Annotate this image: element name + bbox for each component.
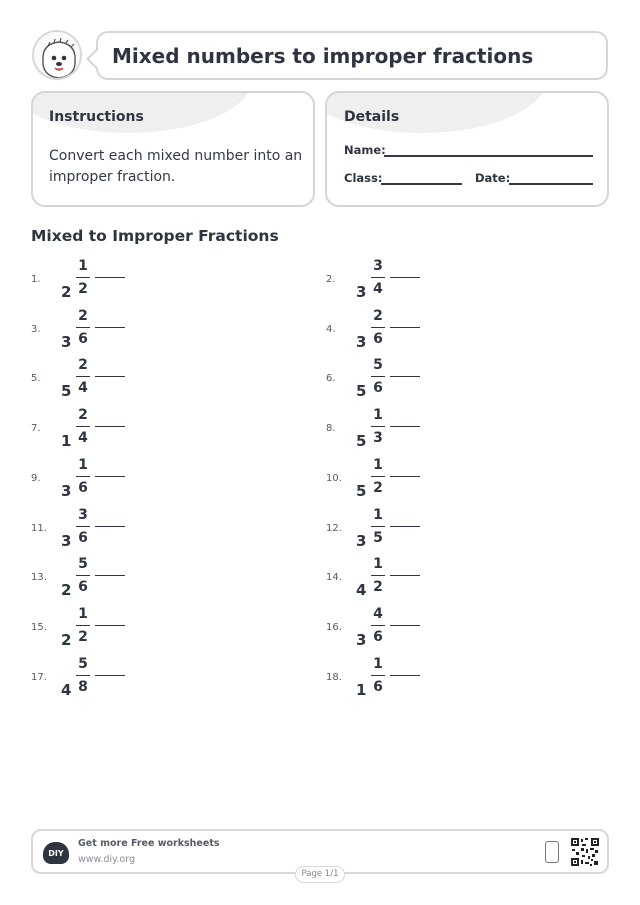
problem-number: 8.	[326, 423, 336, 435]
fraction-bar	[371, 625, 385, 626]
phone-icon	[545, 841, 559, 863]
whole-number: 3	[356, 630, 367, 649]
whole-number: 2	[61, 630, 72, 649]
problem-item	[326, 356, 446, 400]
fraction	[75, 456, 91, 497]
numerator: 1	[78, 605, 88, 622]
denominator: 5	[373, 529, 383, 546]
problem-item	[31, 605, 151, 649]
fraction-bar	[371, 526, 385, 527]
numerator: 1	[373, 407, 383, 424]
answer-blank[interactable]	[95, 675, 125, 676]
denominator: 6	[78, 529, 88, 546]
fraction-bar	[371, 675, 385, 676]
answer-blank[interactable]	[390, 277, 420, 278]
denominator: 2	[78, 628, 88, 645]
whole-number: 5	[356, 382, 367, 401]
problem-item	[326, 307, 446, 351]
fraction-bar	[76, 675, 90, 676]
whole-number: 3	[356, 283, 367, 301]
diy-logo-icon: DIY	[43, 842, 69, 864]
answer-blank[interactable]	[390, 526, 420, 527]
problem-item	[326, 605, 446, 649]
problem-number: 4.	[326, 323, 336, 335]
whole-number: 3	[61, 332, 72, 351]
fraction	[75, 555, 91, 596]
whole-number: 4	[61, 680, 72, 699]
problem-number: 13.	[31, 572, 47, 584]
whole-number: 3	[61, 481, 72, 500]
answer-blank[interactable]	[95, 277, 125, 278]
answer-blank[interactable]	[95, 376, 125, 377]
numerator: 5	[78, 556, 88, 573]
denominator: 2	[373, 479, 383, 496]
denominator: 6	[373, 380, 383, 397]
numerator: 1	[78, 258, 88, 274]
whole-number: 4	[356, 581, 367, 600]
numerator: 1	[373, 556, 383, 573]
problem-number: 14.	[326, 572, 342, 584]
numerator: 1	[373, 456, 383, 473]
fraction	[370, 456, 386, 497]
answer-blank[interactable]	[390, 625, 420, 626]
mascot-face-icon	[32, 30, 82, 80]
fraction	[75, 506, 91, 547]
fraction	[75, 356, 91, 397]
fraction-bar	[76, 575, 90, 576]
denominator: 6	[78, 479, 88, 496]
problem-number: 12.	[326, 522, 342, 534]
problem-item	[31, 356, 151, 400]
problem-item	[326, 257, 446, 301]
problem-number: 17.	[31, 671, 47, 683]
page-title: Mixed numbers to improper fractions	[112, 44, 534, 68]
denominator: 4	[78, 430, 88, 447]
instructions-card	[31, 91, 315, 207]
fraction	[370, 555, 386, 596]
answer-blank[interactable]	[95, 476, 125, 477]
problem-item	[31, 655, 151, 699]
date-field[interactable]	[509, 183, 593, 185]
problem-item	[326, 456, 446, 500]
footer-url-link[interactable]: www.diy.org	[78, 854, 135, 865]
problem-item	[31, 555, 151, 599]
details-card	[325, 91, 609, 207]
fraction-bar	[76, 625, 90, 626]
problem-number: 15.	[31, 621, 47, 633]
fraction	[370, 605, 386, 646]
problem-number: 7.	[31, 423, 41, 435]
fraction-bar	[371, 476, 385, 477]
answer-blank[interactable]	[390, 675, 420, 676]
numerator: 3	[373, 258, 383, 274]
numerator: 5	[78, 655, 88, 672]
numerator: 1	[78, 456, 88, 473]
name-field[interactable]	[384, 155, 593, 157]
details-title: Details	[344, 109, 400, 125]
numerator: 1	[373, 506, 383, 523]
fraction	[75, 406, 91, 447]
fraction-bar	[371, 376, 385, 377]
answer-blank[interactable]	[95, 327, 125, 328]
problem-number: 11.	[31, 522, 47, 534]
problem-number: 2.	[326, 274, 336, 285]
numerator: 5	[373, 357, 383, 374]
numerator: 3	[78, 506, 88, 523]
answer-blank[interactable]	[95, 526, 125, 527]
problem-number: 1.	[31, 274, 41, 285]
fraction-bar	[76, 277, 90, 278]
answer-blank[interactable]	[390, 575, 420, 576]
whole-number: 1	[61, 432, 72, 451]
section-heading: Mixed to Improper Fractions	[31, 227, 279, 245]
whole-number: 5	[356, 432, 367, 451]
numerator: 2	[78, 357, 88, 374]
problem-item	[31, 406, 151, 450]
fraction-bar	[76, 476, 90, 477]
whole-number: 2	[61, 283, 72, 301]
denominator: 6	[78, 330, 88, 347]
fraction	[370, 655, 386, 696]
denominator: 6	[78, 579, 88, 596]
fraction-bar	[76, 526, 90, 527]
problem-number: 9.	[31, 472, 41, 484]
title-box	[96, 31, 608, 80]
answer-blank[interactable]	[95, 625, 125, 626]
numerator: 2	[78, 307, 88, 324]
fraction	[370, 257, 386, 298]
fraction	[370, 356, 386, 397]
whole-number: 5	[61, 382, 72, 401]
fraction	[75, 655, 91, 696]
whole-number: 3	[61, 531, 72, 550]
problem-number: 18.	[326, 671, 342, 683]
fraction	[75, 257, 91, 298]
denominator: 4	[78, 380, 88, 397]
answer-blank[interactable]	[95, 575, 125, 576]
fraction-bar	[371, 277, 385, 278]
denominator: 3	[373, 430, 383, 447]
page-indicator: Page 1/1	[295, 866, 345, 883]
numerator: 2	[78, 407, 88, 424]
fraction	[370, 406, 386, 447]
denominator: 2	[78, 281, 88, 297]
class-label: Class:	[344, 171, 383, 185]
answer-blank[interactable]	[390, 327, 420, 328]
answer-blank[interactable]	[95, 426, 125, 427]
whole-number: 5	[356, 481, 367, 500]
numerator: 1	[373, 655, 383, 672]
answer-blank[interactable]	[390, 376, 420, 377]
answer-blank[interactable]	[390, 426, 420, 427]
problem-item	[31, 456, 151, 500]
footer-promo-text: Get more Free worksheets	[78, 838, 220, 849]
fraction-bar	[76, 376, 90, 377]
fraction	[75, 307, 91, 348]
fraction-bar	[371, 327, 385, 328]
date-label: Date:	[475, 171, 511, 185]
class-field[interactable]	[381, 183, 462, 185]
denominator: 8	[78, 678, 88, 695]
problem-item	[31, 307, 151, 351]
name-label: Name:	[344, 143, 386, 157]
fraction-bar	[76, 327, 90, 328]
denominator: 6	[373, 330, 383, 347]
problem-number: 6.	[326, 373, 336, 385]
problem-item	[326, 655, 446, 699]
numerator: 2	[373, 307, 383, 324]
problem-item	[31, 257, 151, 301]
whole-number: 3	[356, 332, 367, 351]
denominator: 6	[373, 628, 383, 645]
numerator: 4	[373, 605, 383, 622]
denominator: 6	[373, 678, 383, 695]
problem-number: 10.	[326, 472, 342, 484]
problem-number: 5.	[31, 373, 41, 385]
denominator: 2	[373, 579, 383, 596]
answer-blank[interactable]	[390, 476, 420, 477]
problem-item	[326, 506, 446, 550]
whole-number: 2	[61, 581, 72, 600]
problem-number: 3.	[31, 323, 41, 335]
fraction	[370, 307, 386, 348]
instructions-title: Instructions	[49, 109, 144, 125]
instructions-text: Convert each mixed number into an improper fraction.	[49, 148, 303, 185]
problem-item	[31, 506, 151, 550]
problem-item	[326, 406, 446, 450]
whole-number: 1	[356, 680, 367, 699]
fraction-bar	[76, 426, 90, 427]
fraction	[75, 605, 91, 646]
problem-item	[326, 555, 446, 599]
fraction-bar	[371, 575, 385, 576]
denominator: 4	[373, 281, 383, 297]
fraction	[370, 506, 386, 547]
problem-number: 16.	[326, 621, 342, 633]
fraction-bar	[371, 426, 385, 427]
whole-number: 3	[356, 531, 367, 550]
qr-code-icon	[570, 837, 600, 867]
